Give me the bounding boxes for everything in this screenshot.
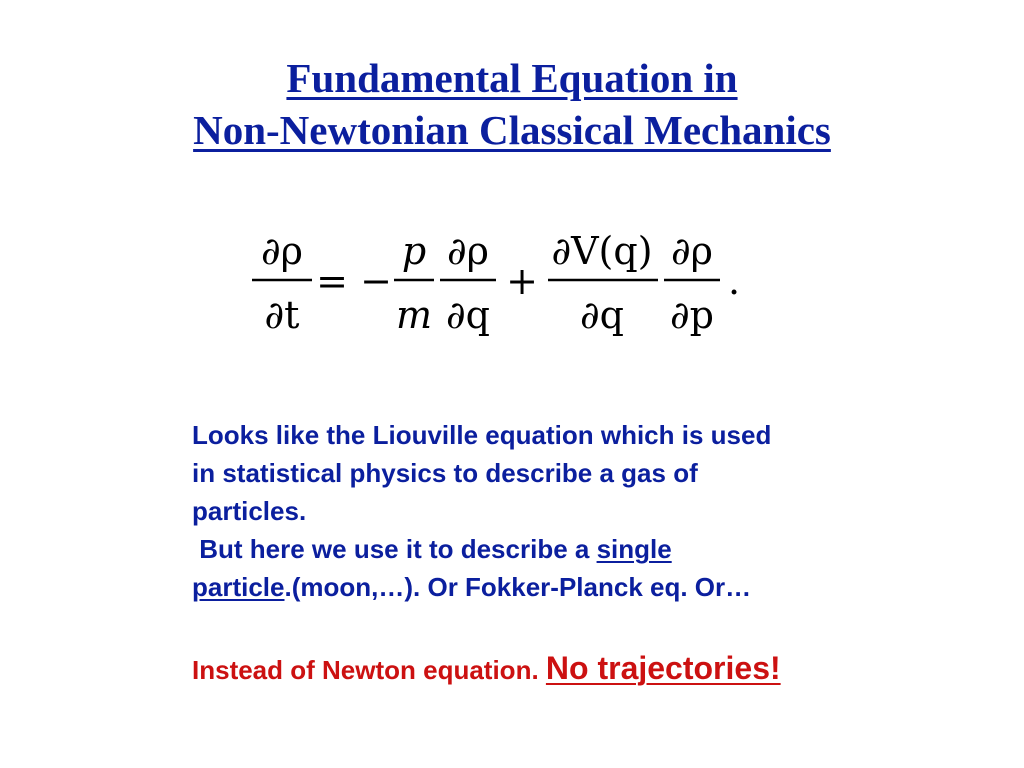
term4-numerator: ∂ρ xyxy=(671,229,713,273)
body-line-1: Looks like the Liouville equation which is used xyxy=(192,420,772,450)
liouville-equation xyxy=(246,218,766,348)
conclusion-text xyxy=(192,650,1012,687)
body-line-5-suffix: .(moon,…). Or Fokker-Planck eq. Or… xyxy=(284,572,752,602)
emphasis-single: single xyxy=(596,534,672,564)
no-trajectories-emphasis: No trajectories! xyxy=(545,650,781,686)
term1-numerator: p xyxy=(401,229,427,273)
lhs-numerator: ∂ρ xyxy=(261,229,303,273)
term4-denominator: ∂p xyxy=(670,293,714,337)
term3-denominator: ∂q xyxy=(580,293,624,337)
lhs-denominator: ∂t xyxy=(264,293,300,337)
equation-graphic xyxy=(246,218,766,348)
equation-period: . xyxy=(727,259,741,303)
title-line-2: Non-Newtonian Classical Mechanics xyxy=(193,107,831,153)
term2-numerator: ∂ρ xyxy=(447,229,489,273)
title-line-1: Fundamental Equation in xyxy=(286,55,738,101)
plus-sign: + xyxy=(506,259,538,303)
explanation-text xyxy=(192,416,992,606)
minus-sign: − xyxy=(360,259,392,303)
term3-numerator: ∂V(q) xyxy=(551,229,653,273)
body-line-2: in statistical physics to describe a gas of xyxy=(192,458,698,488)
body-line-3: particles. xyxy=(192,496,307,526)
term1-denominator: m xyxy=(395,293,433,337)
term2-denominator: ∂q xyxy=(446,293,490,337)
equals-sign: = xyxy=(316,259,348,303)
emphasis-particle: particle xyxy=(192,572,285,602)
body-line-4-prefix: But here we use it to describe a xyxy=(192,534,597,564)
slide-title xyxy=(0,52,1024,156)
conclusion-prefix: Instead of Newton equation. xyxy=(192,655,546,685)
